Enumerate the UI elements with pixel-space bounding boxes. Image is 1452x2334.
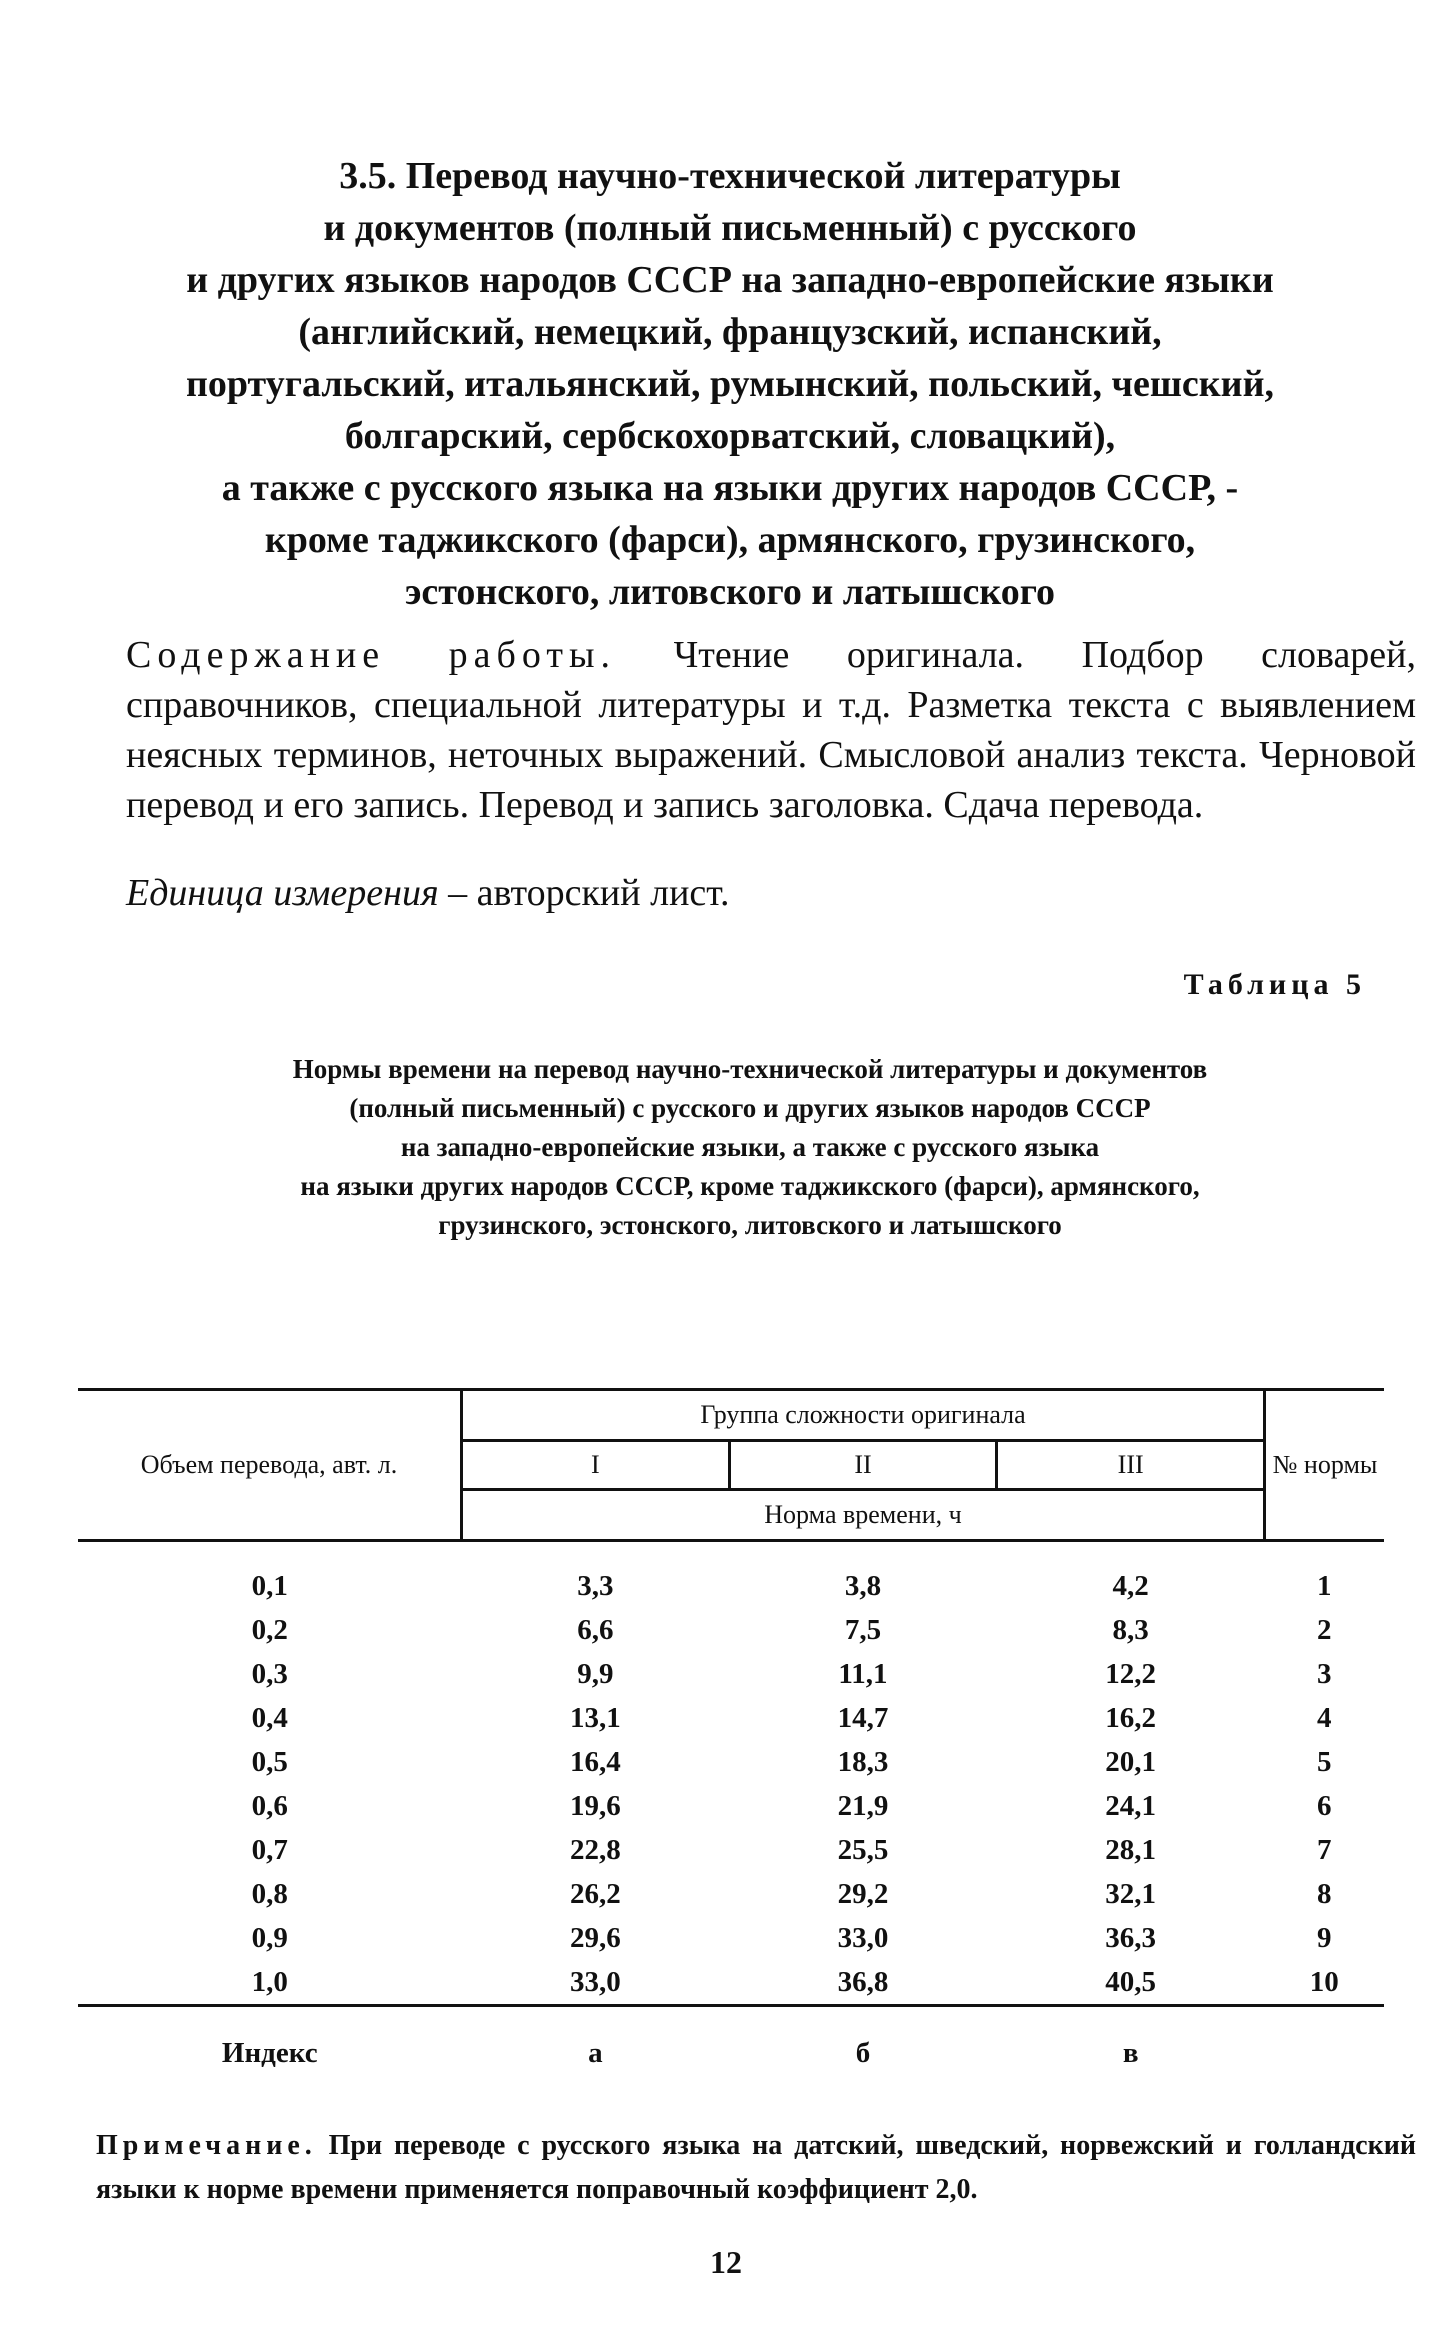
table-row [78, 1916, 1384, 1960]
table-label: Таблица 5 [1183, 968, 1366, 1001]
cell-volume: 0,9 [251, 1921, 288, 1954]
table-row [78, 1541, 1384, 1609]
cell-group-2: 21,9 [837, 1789, 889, 1822]
heading-line: болгарский, сербскохорватский, словацкий), [344, 415, 1116, 457]
cell-norm-number: 10 [1265, 1960, 1385, 2006]
cell-group-3: 16,2 [1105, 1701, 1157, 1734]
cell-norm-number: 1 [1317, 1569, 1332, 1602]
heading-line: кроме таджикского (фарси), армянского, грузинского, [264, 519, 1196, 561]
cell-volume: 1,0 [78, 1960, 462, 2006]
unit-dash: – [438, 872, 477, 914]
index-group-2: б [855, 2036, 871, 2069]
time-norms-table [78, 1388, 1384, 2099]
section-heading [120, 150, 1340, 618]
index-group-1: а [588, 2036, 603, 2069]
heading-line: а также с русского языка на языки других народов СССР, - [221, 467, 1239, 509]
unit-of-measure [126, 868, 730, 918]
cell-group-2: 14,7 [837, 1701, 889, 1734]
unit-label: Единица измерения [126, 872, 439, 914]
heading-line: и других языков народов СССР на западно-европейские языки [186, 259, 1274, 301]
index-label: Индекс [221, 2036, 318, 2069]
table-row [78, 1784, 1384, 1828]
work-content-paragraph [126, 630, 1416, 830]
table-caption [150, 1050, 1350, 1245]
column-header-time-norm: Норма времени, ч [462, 1490, 1265, 1541]
table-row [78, 1828, 1384, 1872]
heading-line: эстонского, литовского и латышского [404, 571, 1056, 613]
cell-group-1: 29,6 [569, 1921, 621, 1954]
cell-group-1: 9,9 [577, 1657, 614, 1690]
table-row [78, 1960, 1384, 2006]
cell-group-1: 26,2 [569, 1877, 621, 1910]
note-text: При переводе с русского языка на датский, шведский, норвежский и голландский языки к норме времени применяется поправочный коэффициент 2,0. [96, 2130, 1417, 2205]
note-label: Примечание. [96, 2130, 317, 2161]
cell-volume: 0,5 [251, 1745, 288, 1778]
cell-group-2: 36,8 [729, 1960, 997, 2006]
index-row [78, 2006, 1384, 2100]
cell-volume: 0,3 [251, 1657, 288, 1690]
cell-group-2: 25,5 [837, 1833, 889, 1866]
work-content-label: Содержание работы. [126, 634, 617, 676]
cell-group-3: 8,3 [1112, 1613, 1149, 1646]
cell-norm-number: 6 [1317, 1789, 1332, 1822]
caption-line: (полный письменный) с русского и других языков народов СССР [349, 1093, 1151, 1123]
heading-line: 3.5. Перевод научно-технической литературы [339, 155, 1121, 197]
cell-volume: 0,8 [251, 1877, 288, 1910]
cell-group-3: 20,1 [1105, 1745, 1157, 1778]
cell-group-2: 3,8 [844, 1569, 882, 1602]
cell-group-1: 22,8 [569, 1833, 621, 1866]
caption-line: на языки других народов СССР, кроме таджикского (фарси), армянского, [300, 1171, 1200, 1201]
cell-norm-number: 7 [1317, 1833, 1332, 1866]
cell-norm-number: 3 [1317, 1657, 1332, 1690]
cell-group-1: 3,3 [577, 1569, 614, 1602]
cell-volume: 0,6 [251, 1789, 288, 1822]
table-row [78, 1740, 1384, 1784]
cell-group-2: 29,2 [837, 1877, 889, 1910]
cell-volume: 0,1 [251, 1569, 288, 1602]
cell-group-2: 7,5 [844, 1613, 882, 1646]
cell-group-3: 36,3 [1105, 1921, 1157, 1954]
caption-line: Нормы времени на перевод научно-технической литературы и документов [292, 1054, 1208, 1084]
cell-group-3: 12,2 [1105, 1657, 1157, 1690]
column-header-group-3: III [997, 1441, 1265, 1490]
cell-group-1: 13,1 [569, 1701, 621, 1734]
caption-line: грузинского, эстонского, литовского и латышского [438, 1210, 1062, 1240]
cell-group-2: 18,3 [837, 1745, 889, 1778]
unit-value: авторский лист. [476, 872, 730, 914]
column-header-complexity-group: Группа сложности оригинала [462, 1390, 1265, 1441]
cell-volume: 0,7 [251, 1833, 288, 1866]
cell-group-3: 4,2 [1112, 1569, 1149, 1602]
index-group-3: в [1122, 2036, 1139, 2069]
cell-norm-number: 5 [1317, 1745, 1332, 1778]
cell-norm-number: 9 [1317, 1921, 1332, 1954]
heading-line: (английский, немецкий, французский, испанский, [298, 311, 1162, 353]
work-content-text: Чтение оригинала. Подбор словарей, справочников, специальной литературы и т.д. Разметка текста с выявлением неясных терминов, неточных выражений. Смысловой анализ текста. Черновой перевод и его запись. Перевод и запись заголовка. Сдача перевода. [126, 634, 1417, 826]
cell-group-3: 32,1 [1105, 1877, 1157, 1910]
cell-volume: 0,4 [251, 1701, 288, 1734]
cell-norm-number: 4 [1317, 1701, 1332, 1734]
cell-group-3: 40,5 [997, 1960, 1265, 2006]
table-row [78, 1652, 1384, 1696]
heading-line: португальский, итальянский, румынский, польский, чешский, [186, 363, 1274, 405]
cell-group-1: 19,6 [569, 1789, 621, 1822]
cell-norm-number: 2 [1317, 1613, 1332, 1646]
cell-group-3: 24,1 [1105, 1789, 1157, 1822]
cell-norm-number: 8 [1317, 1877, 1332, 1910]
cell-group-2: 11,1 [838, 1657, 888, 1690]
cell-group-1: 6,6 [577, 1613, 614, 1646]
column-header-norm-number: № нормы [1265, 1390, 1385, 1541]
heading-line: и документов (полный письменный) с русского [323, 207, 1137, 249]
column-header-volume: Объем перевода, авт. л. [78, 1390, 462, 1541]
table-row [78, 1872, 1384, 1916]
table-note [96, 2124, 1416, 2212]
cell-group-3: 28,1 [1105, 1833, 1157, 1866]
column-header-group-1: I [462, 1441, 730, 1490]
cell-group-2: 33,0 [837, 1921, 889, 1954]
cell-group-1: 33,0 [462, 1960, 730, 2006]
table-row [78, 1696, 1384, 1740]
table-row [78, 1608, 1384, 1652]
caption-line: на западно-европейские языки, а также с русского языка [400, 1132, 1100, 1162]
column-header-group-2: II [729, 1441, 997, 1490]
page-number: 12 [710, 2244, 742, 2280]
cell-volume: 0,2 [251, 1613, 288, 1646]
cell-group-1: 16,4 [569, 1745, 621, 1778]
